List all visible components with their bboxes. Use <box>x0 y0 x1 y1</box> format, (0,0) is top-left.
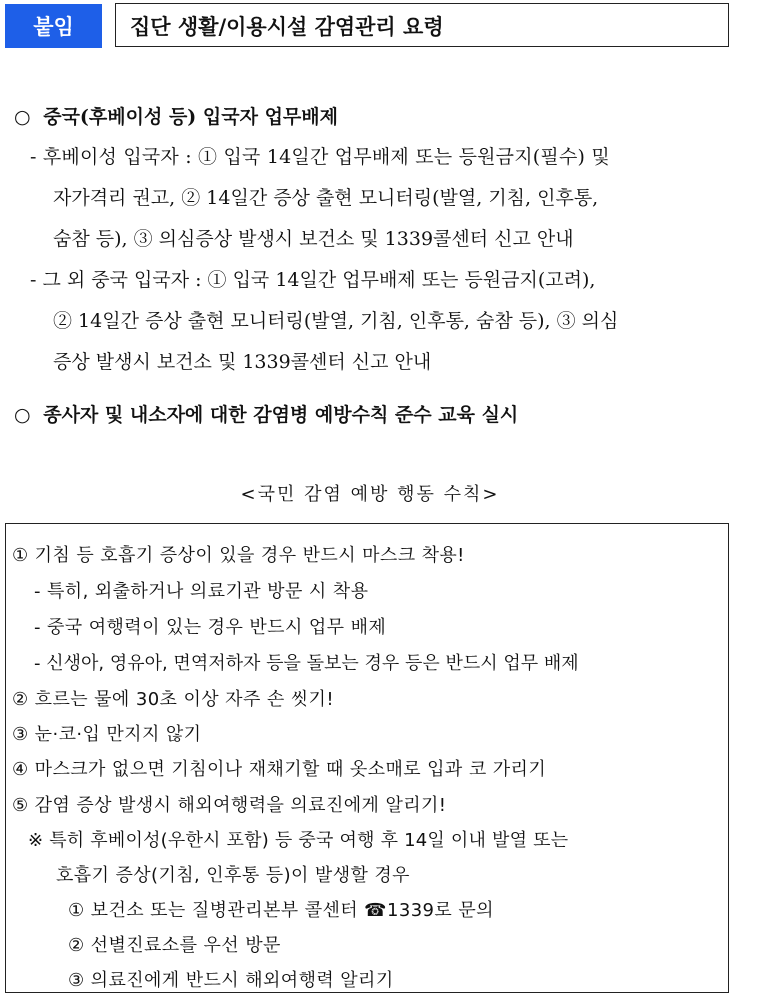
section-heading-2 <box>14 400 518 427</box>
paragraph-line: 자가격리 권고, ② 14일간 증상 출현 모니터링(발열, 기침, 인후통, <box>53 187 599 209</box>
rule-line: ② 흐르는 물에 30초 이상 자주 손 씻기! <box>12 689 334 710</box>
rule-line: ③ 눈·코·입 만지지 않기 <box>12 724 202 745</box>
section-heading-1 <box>14 102 338 129</box>
rule-line: ① 기침 등 호흡기 증상이 있을 경우 반드시 마스크 착용! <box>12 545 465 566</box>
paragraph-line: 증상 발생시 보건소 및 1339콜센터 신고 안내 <box>53 351 432 373</box>
section-heading-text: 종사자 및 내소자에 대한 감염병 예방수칙 준수 교육 실시 <box>43 404 519 426</box>
paragraph-line: 숨참 등), ③ 의심증상 발생시 보건소 및 1339콜센터 신고 안내 <box>53 228 574 250</box>
section-bullet: ○ <box>14 106 31 128</box>
rule-note-item: ② 선별진료소를 우선 방문 <box>68 935 281 956</box>
section-heading-text: 중국(후베이성 등) 입국자 업무배제 <box>43 106 338 128</box>
title-box <box>115 3 729 47</box>
rule-subline: - 신생아, 영유아, 면역저하자 등을 돌보는 경우 등은 반드시 업무 배제 <box>34 653 579 674</box>
rule-note-item: ③ 의료진에게 반드시 해외여행력 알리기 <box>68 970 394 991</box>
paragraph-line: - 그 외 중국 입국자 : ① 입국 14일간 업무배제 또는 등원금지(고려), <box>30 269 596 291</box>
rule-note: 호흡기 증상(기침, 인후통 등)이 발생할 경우 <box>56 865 410 886</box>
rule-note-item: ① 보건소 또는 질병관리본부 콜센터 ☎1339로 문의 <box>68 900 494 921</box>
rule-subline: - 특히, 외출하거나 의료기관 방문 시 착용 <box>34 581 369 602</box>
rule-line: ④ 마스크가 없으면 기침이나 재채기할 때 옷소매로 입과 코 가리기 <box>12 759 547 780</box>
rule-note: ※ 특히 후베이성(우한시 포함) 등 중국 여행 후 14일 이내 발열 또는 <box>28 830 569 851</box>
attachment-badge: 붙임 <box>5 4 102 48</box>
section-bullet: ○ <box>14 404 31 426</box>
rule-line: ⑤ 감염 증상 발생시 해외여행력을 의료진에게 알리기! <box>12 795 447 816</box>
rules-box <box>5 523 729 993</box>
rules-heading: <국민 감염 예방 행동 수칙> <box>240 484 500 505</box>
paragraph-line: ② 14일간 증상 출현 모니터링(발열, 기침, 인후통, 숨참 등), ③ 의심 <box>53 310 619 332</box>
paragraph-line: - 후베이성 입국자 : ① 입국 14일간 업무배제 또는 등원금지(필수) 및 <box>30 146 610 168</box>
rule-subline: - 중국 여행력이 있는 경우 반드시 업무 배제 <box>34 617 387 638</box>
document-title: 집단 생활/이용시설 감염관리 요령 <box>130 15 444 39</box>
